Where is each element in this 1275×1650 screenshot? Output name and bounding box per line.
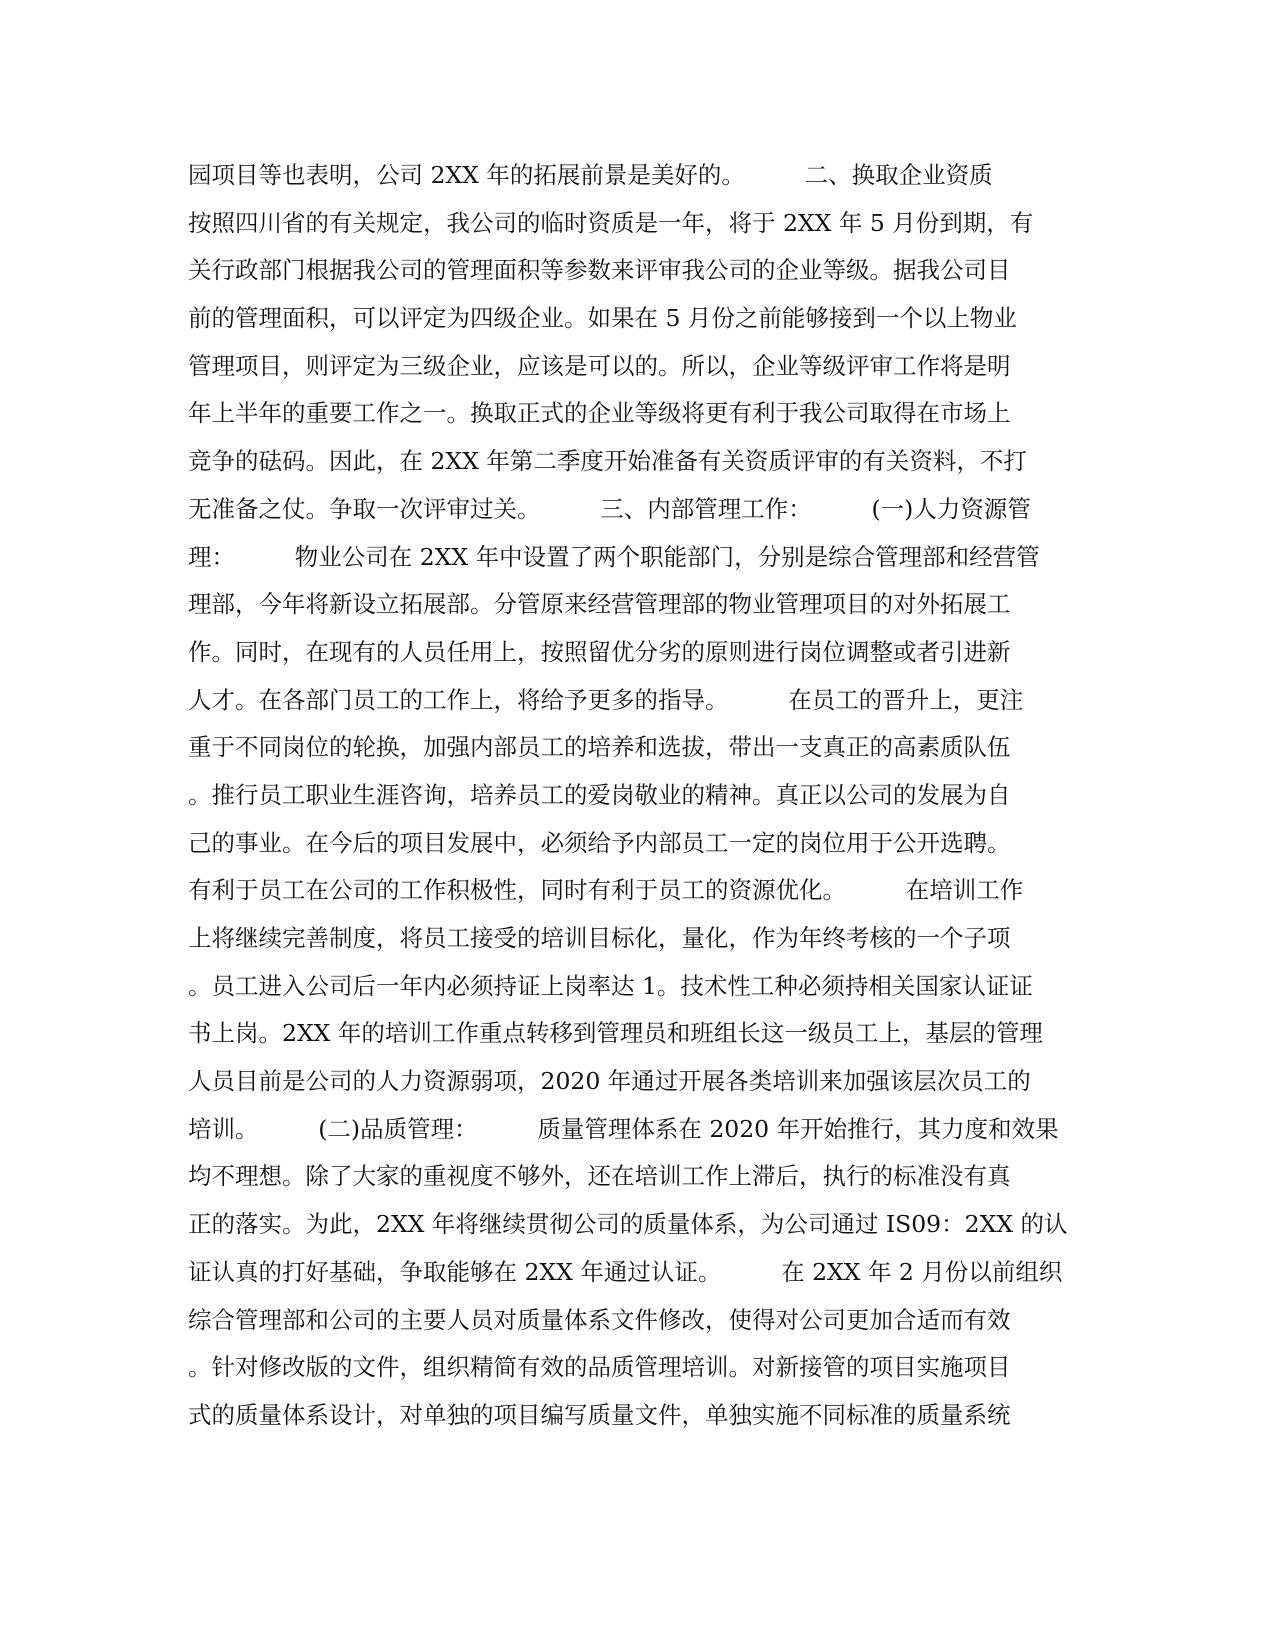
text-line: 证认真的打好基础，争取能够在 2XX 年通过认证。 在 2XX 年 2 月份以前组织 [188,1257,1063,1286]
text-line: 按照四川省的有关规定，我公司的临时资质是一年，将于 2XX 年 5 月份到期，有 [188,208,1034,237]
text-line: 管理项目，则评定为三级企业，应该是可以的。所以，企业等级评审工作将是明 [188,351,1011,380]
text-line: 年上半年的重要工作之一。换取正式的企业等级将更有利于我公司取得在市场上 [188,399,1011,428]
text-line: 己的事业。在今后的项目发展中，必须给予内部员工一定的岗位用于公开选聘。 [188,828,1011,857]
text-line: 作。同时，在现有的人员任用上，按照留优分劣的原则进行岗位调整或者引进新 [188,637,1011,666]
text-line: 有利于员工在公司的工作积极性，同时有利于员工的资源优化。 在培训工作 [188,876,1024,905]
text-line: 竞争的砝码。因此，在 2XX 年第二季度开始准备有关资质评审的有关资料，不打 [188,447,1027,476]
text-line: 无准备之仗。争取一次评审过关。 三、内部管理工作： (一)人力资源管 [188,494,1031,523]
text-line: 园项目等也表明，公司 2XX 年的拓展前景是美好的。 二、换取企业资质 [188,161,993,189]
text-line: 正的落实。为此，2XX 年将继续贯彻公司的质量体系，为公司通过 IS09：2XX 的认 [188,1210,1068,1239]
text-line: 关行政部门根据我公司的管理面积等参数来评审我公司的企业等级。据我公司目 [188,256,1011,285]
text-line: 综合管理部和公司的主要人员对质量体系文件修改，使得对公司更加合适而有效 [188,1305,1011,1334]
text-line: 培训。 (二)品质管理： 质量管理体系在 2020 年开始推行，其力度和效果 [188,1114,1059,1143]
text-line: 。针对修改版的文件，组织精简有效的品质管理培训。对新接管的项目实施项目 [188,1353,1011,1382]
body-text [188,152,1088,1440]
text-line: 均不理想。除了大家的重视度不够外，还在培训工作上滞后，执行的标准没有真 [188,1162,1011,1191]
text-line: 人员目前是公司的人力资源弱项，2020 年通过开展各类培训来加强该层次员工的 [188,1067,1031,1096]
text-line: 式的质量体系设计，对单独的项目编写质量文件，单独实施不同标准的质量系统 [188,1400,1011,1429]
text-line: 理： 物业公司在 2XX 年中设置了两个职能部门，分别是综合管理部和经营管 [188,542,1040,571]
text-line: 前的管理面积，可以评定为四级企业。如果在 5 月份之前能够接到一个以上物业 [188,304,1017,333]
text-line: 上将继续完善制度，将员工接受的培训目标化，量化，作为年终考核的一个子项 [188,924,1011,952]
text-line: 重于不同岗位的轮换，加强内部员工的培养和选拔，带出一支真正的高素质队伍 [188,733,1011,762]
text-line: 。员工进入公司后一年内必须持证上岗率达 1。技术性工种必须持相关国家认证证 [188,971,1033,1000]
text-line: 人才。在各部门员工的工作上，将给予更多的指导。 在员工的晋升上，更注 [188,685,1024,714]
text-line: 。推行员工职业生涯咨询，培养员工的爱岗敬业的精神。真正以公司的发展为自 [188,780,1011,809]
text-line: 书上岗。2XX 年的培训工作重点转移到管理员和班组长这一级员工上，基层的管理 [188,1019,1043,1048]
text-line: 理部，今年将新设立拓展部。分管原来经营管理部的物业管理项目的对外拓展工 [188,590,1011,619]
